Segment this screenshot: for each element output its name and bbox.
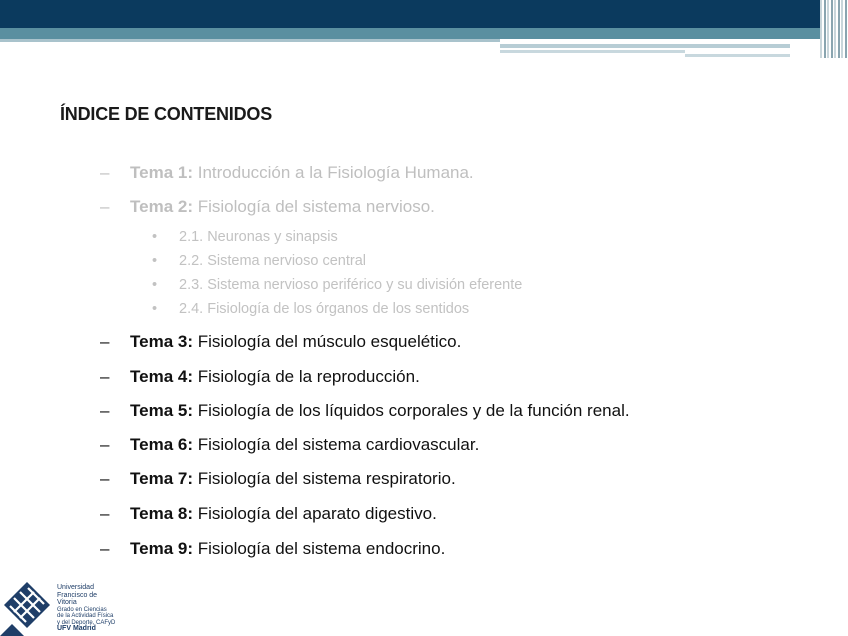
topic-text: Fisiología de la reproducción. [193, 367, 420, 386]
university-logo-text [57, 584, 115, 633]
header-line [500, 44, 790, 48]
logo-small-line: de la Actividad Física [57, 613, 114, 619]
topic-9 [100, 538, 445, 560]
topic-3 [100, 331, 461, 353]
topic-dash: – [100, 197, 110, 216]
header-line [0, 39, 500, 42]
bullet: • [152, 253, 158, 269]
topic-label: Tema 6: [130, 435, 193, 454]
topic-label: Tema 4: [130, 367, 193, 386]
topic-6 [100, 434, 479, 456]
topic-label: Tema 7: [130, 469, 193, 488]
subtopic-4 [152, 299, 469, 319]
topic-label: Tema 3: [130, 332, 193, 351]
header-line [685, 54, 790, 57]
page-title: ÍNDICE DE CONTENIDOS [60, 104, 273, 124]
header-bar [0, 0, 848, 28]
topic-dash: – [100, 435, 110, 454]
logo-line: Francisco de [57, 591, 98, 599]
topic-text: Fisiología de los líquidos corporales y de la función renal. [193, 401, 630, 420]
logo-line: Vitoria [57, 599, 77, 606]
bullet: • [152, 301, 158, 317]
topic-label: Tema 2: [130, 197, 193, 216]
topic-text: Fisiología del sistema nervioso. [193, 197, 435, 216]
topic-1 [100, 162, 474, 184]
subtopic-text: 2.3. Sistema nervioso periférico y su división eferente [179, 277, 523, 293]
subtopic-3 [152, 275, 522, 295]
topic-text: Introducción a la Fisiología Humana. [193, 163, 474, 182]
subtopic-1 [152, 227, 338, 247]
topic-dash: – [100, 469, 110, 488]
logo-small-line: y del Deporte, CAFyD [57, 619, 116, 626]
topic-text: Fisiología del músculo esquelético. [193, 332, 462, 351]
topic-dash: – [100, 539, 110, 558]
topic-5 [100, 400, 630, 422]
topic-dash: – [100, 504, 110, 523]
topic-label: Tema 1: [130, 163, 193, 182]
topic-dash: – [100, 401, 110, 420]
subtopic-2 [152, 251, 366, 271]
topic-8 [100, 503, 437, 525]
topic-2 [100, 196, 435, 218]
subtopic-text: 2.1. Neuronas y sinapsis [179, 229, 338, 245]
topic-4 [100, 366, 420, 388]
topic-dash: – [100, 163, 110, 182]
bullet: • [152, 229, 158, 245]
topic-text: Fisiología del sistema endocrino. [193, 539, 446, 558]
logo-brand: UFV Madrid [57, 625, 96, 632]
header-line [500, 50, 685, 53]
bullet: • [152, 277, 158, 293]
topic-text: Fisiología del sistema cardiovascular. [193, 435, 480, 454]
topic-dash: – [100, 367, 110, 386]
logo-line: Universidad [57, 584, 94, 591]
header-stripes [820, 0, 848, 58]
topic-label: Tema 9: [130, 539, 193, 558]
subtopic-text: 2.2. Sistema nervioso central [179, 253, 366, 269]
logo-small-line: Grado en Ciencias [57, 606, 107, 613]
topic-text: Fisiología del aparato digestivo. [193, 504, 437, 523]
topic-7 [100, 468, 456, 490]
subtopic-text: 2.4. Fisiología de los órganos de los sentidos [179, 301, 470, 317]
topic-label: Tema 8: [130, 504, 193, 523]
header-accent-bar [0, 28, 848, 39]
topic-label: Tema 5: [130, 401, 193, 420]
university-logo-icon [0, 578, 54, 636]
topic-dash: – [100, 332, 110, 351]
topic-text: Fisiología del sistema respiratorio. [193, 469, 456, 488]
